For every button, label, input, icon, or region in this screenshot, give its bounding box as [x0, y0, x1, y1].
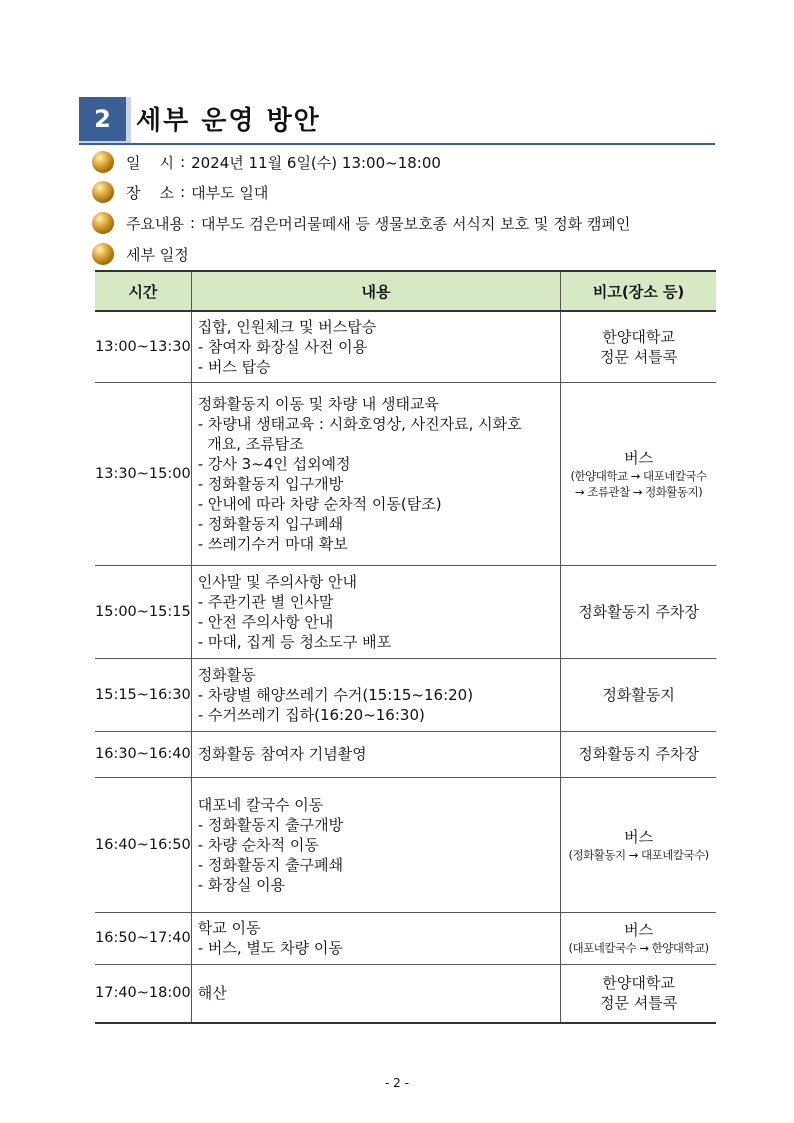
cell-time: 16:50~17:40 [95, 912, 191, 964]
content-line: 정화활동 참여자 기념촬영 [197, 745, 367, 763]
content-line: - 참여자 화장실 사전 이용 [197, 337, 368, 356]
table-row [95, 777, 716, 912]
table-row [95, 912, 716, 964]
info-colon: : [189, 214, 196, 232]
content-line: - 안전 주의사항 안내 [197, 612, 334, 631]
cell-time: 15:00~15:15 [95, 565, 191, 658]
note-line: 버스 [624, 921, 654, 939]
content-line: - 차량별 해양쓰레기 수거(15:15~16:20) [197, 685, 474, 704]
gold-bullet-icon [92, 212, 114, 234]
cell-content [191, 658, 560, 731]
note-line: 정문 셔틀콕 [600, 347, 678, 366]
cell-content [191, 382, 560, 565]
info-value: 2024년 11월 6일(수) 13:00~18:00 [191, 153, 441, 172]
note-line: 한양대학교 [602, 327, 675, 346]
cell-note [561, 731, 716, 777]
info-line-datetime [92, 151, 441, 173]
cell-content [191, 777, 560, 912]
content-line: - 버스, 별도 차량 이동 [197, 939, 343, 957]
table-row [95, 311, 716, 382]
content-line: - 정화활동지 입구개방 [197, 474, 344, 493]
cell-content [191, 964, 560, 1023]
content-line: - 정화활동지 출구폐쇄 [197, 855, 344, 874]
note-detail-line: (한양대학교 → 대포네칼국수 [570, 468, 707, 483]
cell-time: 17:40~18:00 [95, 964, 191, 1023]
header-time: 시간 [95, 271, 191, 311]
cell-note [561, 777, 716, 912]
note-detail-line: (대포네칼국수 → 한양대학교) [568, 941, 709, 955]
note-detail-line: (정화활동지 → 대포네칼국수) [568, 847, 709, 862]
cell-note [561, 565, 716, 658]
content-line: - 강사 3~4인 섭외예정 [197, 454, 351, 473]
cell-time: 16:40~16:50 [95, 777, 191, 912]
table-row [95, 565, 716, 658]
note-line: 버스 [624, 448, 654, 467]
table-row [95, 382, 716, 565]
content-line: 인사말 및 주의사항 안내 [197, 572, 357, 591]
content-line: 학교 이동 [197, 919, 261, 937]
gold-bullet-icon [92, 243, 114, 265]
content-line: - 안내에 따라 차량 순차적 이동(탐조) [197, 494, 442, 513]
info-label: 주요내용 [126, 214, 184, 233]
content-line: 정화활동 [197, 665, 256, 684]
cell-note [561, 912, 716, 964]
info-line-main-content [92, 212, 630, 234]
header-content: 내용 [191, 271, 560, 311]
cell-time: 13:30~15:00 [95, 382, 191, 565]
content-line: 정화활동지 이동 및 차량 내 생태교육 [197, 394, 439, 413]
content-line: 집합, 인원체크 및 버스탑승 [197, 317, 377, 336]
content-line: - 차량내 생태교육 : 시화호영상, 사진자료, 시화호 [197, 414, 522, 433]
cell-content [191, 565, 560, 658]
header-note: 비고(장소 등) [561, 271, 716, 311]
note-line: 버스 [624, 827, 654, 846]
section-divider [79, 143, 715, 145]
content-line: 해산 [197, 984, 227, 1003]
note-line: 정화활동지 [602, 685, 675, 704]
info-label: 세부 일정 [126, 245, 189, 264]
note-line: 정문 셔틀콕 [600, 994, 678, 1013]
content-line: - 정화활동지 출구개방 [197, 815, 344, 834]
content-line: 대포네 칼국수 이동 [197, 795, 324, 814]
table-row [95, 964, 716, 1023]
table-row [95, 658, 716, 731]
info-colon: : [180, 153, 186, 171]
cell-time: 13:00~13:30 [95, 311, 191, 382]
content-line: 개요, 조류탐조 [197, 434, 304, 453]
section-title: 세부 운영 방안 [136, 106, 321, 136]
note-line: 정화활동지 주차장 [578, 602, 699, 621]
content-line: - 주관기관 별 인사말 [197, 592, 334, 611]
page-number: - 2 - [385, 1076, 409, 1090]
info-value: 대부도 일대 [191, 183, 269, 202]
info-label: 장 소 [126, 183, 175, 202]
schedule-table [95, 270, 716, 1024]
cell-note [561, 311, 716, 382]
info-value: 대부도 검은머리물떼새 등 생물보호종 서식지 보호 및 정화 캠페인 [201, 214, 631, 233]
gold-bullet-icon [92, 151, 114, 173]
cell-content [191, 311, 560, 382]
content-line: - 쓰레기수거 마대 확보 [197, 534, 348, 553]
cell-content [191, 912, 560, 964]
cell-note [561, 658, 716, 731]
gold-bullet-icon [92, 181, 114, 203]
note-line: 한양대학교 [602, 974, 675, 993]
cell-content [191, 731, 560, 777]
info-line-place [92, 181, 268, 203]
content-line: - 정화활동지 입구폐쇄 [197, 514, 344, 533]
content-line: - 화장실 이용 [197, 875, 286, 894]
content-line: - 마대, 집게 등 청소도구 배포 [197, 632, 392, 651]
info-line-schedule [92, 243, 189, 265]
content-line: - 수거쓰레기 집하(16:20~16:30) [197, 705, 425, 724]
section-number-badge: 2 [79, 97, 126, 141]
cell-time: 15:15~16:30 [95, 658, 191, 731]
cell-note [561, 964, 716, 1023]
table-header-row [95, 271, 716, 311]
content-line: - 버스 탑승 [197, 357, 271, 376]
table-row [95, 731, 716, 777]
cell-note [561, 382, 716, 565]
info-colon: : [180, 183, 186, 201]
note-line: 정화활동지 주차장 [578, 745, 699, 763]
cell-time: 16:30~16:40 [95, 731, 191, 777]
info-label: 일 시 [126, 153, 175, 172]
content-line: - 차량 순차적 이동 [197, 835, 319, 854]
note-detail-line: → 조류관찰 → 정화활동지) [575, 484, 703, 499]
